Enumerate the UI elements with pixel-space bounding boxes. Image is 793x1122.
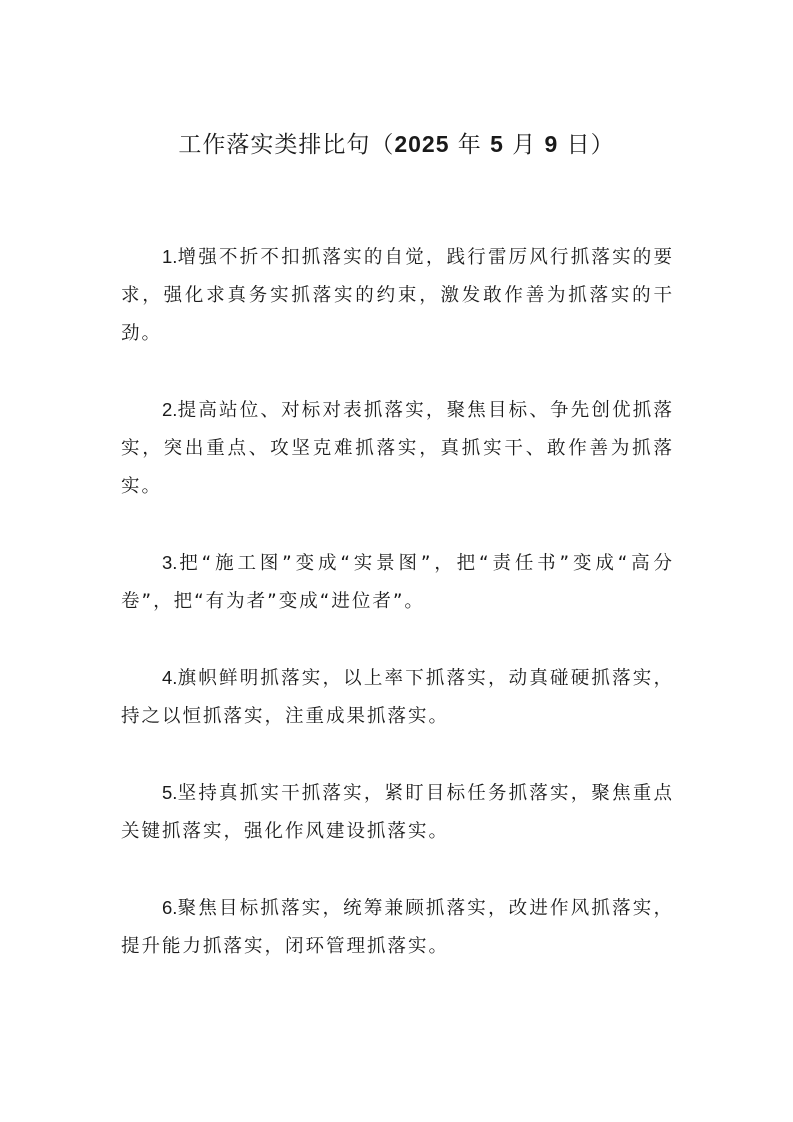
paragraph-index: 4.: [162, 667, 178, 688]
paragraph-text: 旗帜鲜明抓落实，以上率下抓落实，动真碰硬抓落实，持之以恒抓落实，注重成果抓落实。: [121, 668, 674, 727]
title-prefix: 工作落实类排比句（: [178, 132, 395, 158]
document-title: [0, 126, 793, 159]
paragraph-text: 增强不折不扣抓落实的自觉，践行雷厉风行抓落实的要求，强化求真务实抓落实的约束，激发敢作善为抓落实的干劲。: [121, 247, 674, 344]
paragraph-index: 5.: [162, 782, 178, 803]
paragraph-1: [121, 238, 674, 353]
paragraph-text: 把“施工图”变成“实景图”，把“责任书”变成“高分卷”，把“有为者”变成“进位者”。: [121, 553, 674, 612]
title-suffix: 日）: [558, 132, 615, 158]
title-day: 9: [544, 131, 559, 157]
paragraph-text: 提高站位、对标对表抓落实，聚焦目标、争先创优抓落实，突出重点、攻坚克难抓落实，真抓实干、敢作善为抓落实。: [121, 400, 674, 497]
paragraph-3: [121, 544, 674, 621]
paragraph-list: [121, 238, 674, 1004]
paragraph-index: 6.: [162, 897, 178, 918]
paragraph-5: [121, 774, 674, 851]
paragraph-6: [121, 889, 674, 966]
paragraph-index: 2.: [162, 399, 178, 420]
paragraph-text: 聚焦目标抓落实，统筹兼顾抓落实，改进作风抓落实，提升能力抓落实，闭环管理抓落实。: [121, 898, 674, 957]
title-year: 2025: [394, 131, 450, 157]
paragraph-index: 3.: [162, 552, 178, 573]
title-month-unit: 月: [503, 132, 545, 158]
paragraph-4: [121, 659, 674, 736]
paragraph-index: 1.: [162, 246, 178, 267]
title-year-unit: 年: [449, 132, 491, 158]
paragraph-text: 坚持真抓实干抓落实，紧盯目标任务抓落实，聚焦重点关键抓落实，强化作风建设抓落实。: [121, 783, 674, 842]
paragraph-2: [121, 391, 674, 506]
title-month: 5: [490, 131, 504, 157]
